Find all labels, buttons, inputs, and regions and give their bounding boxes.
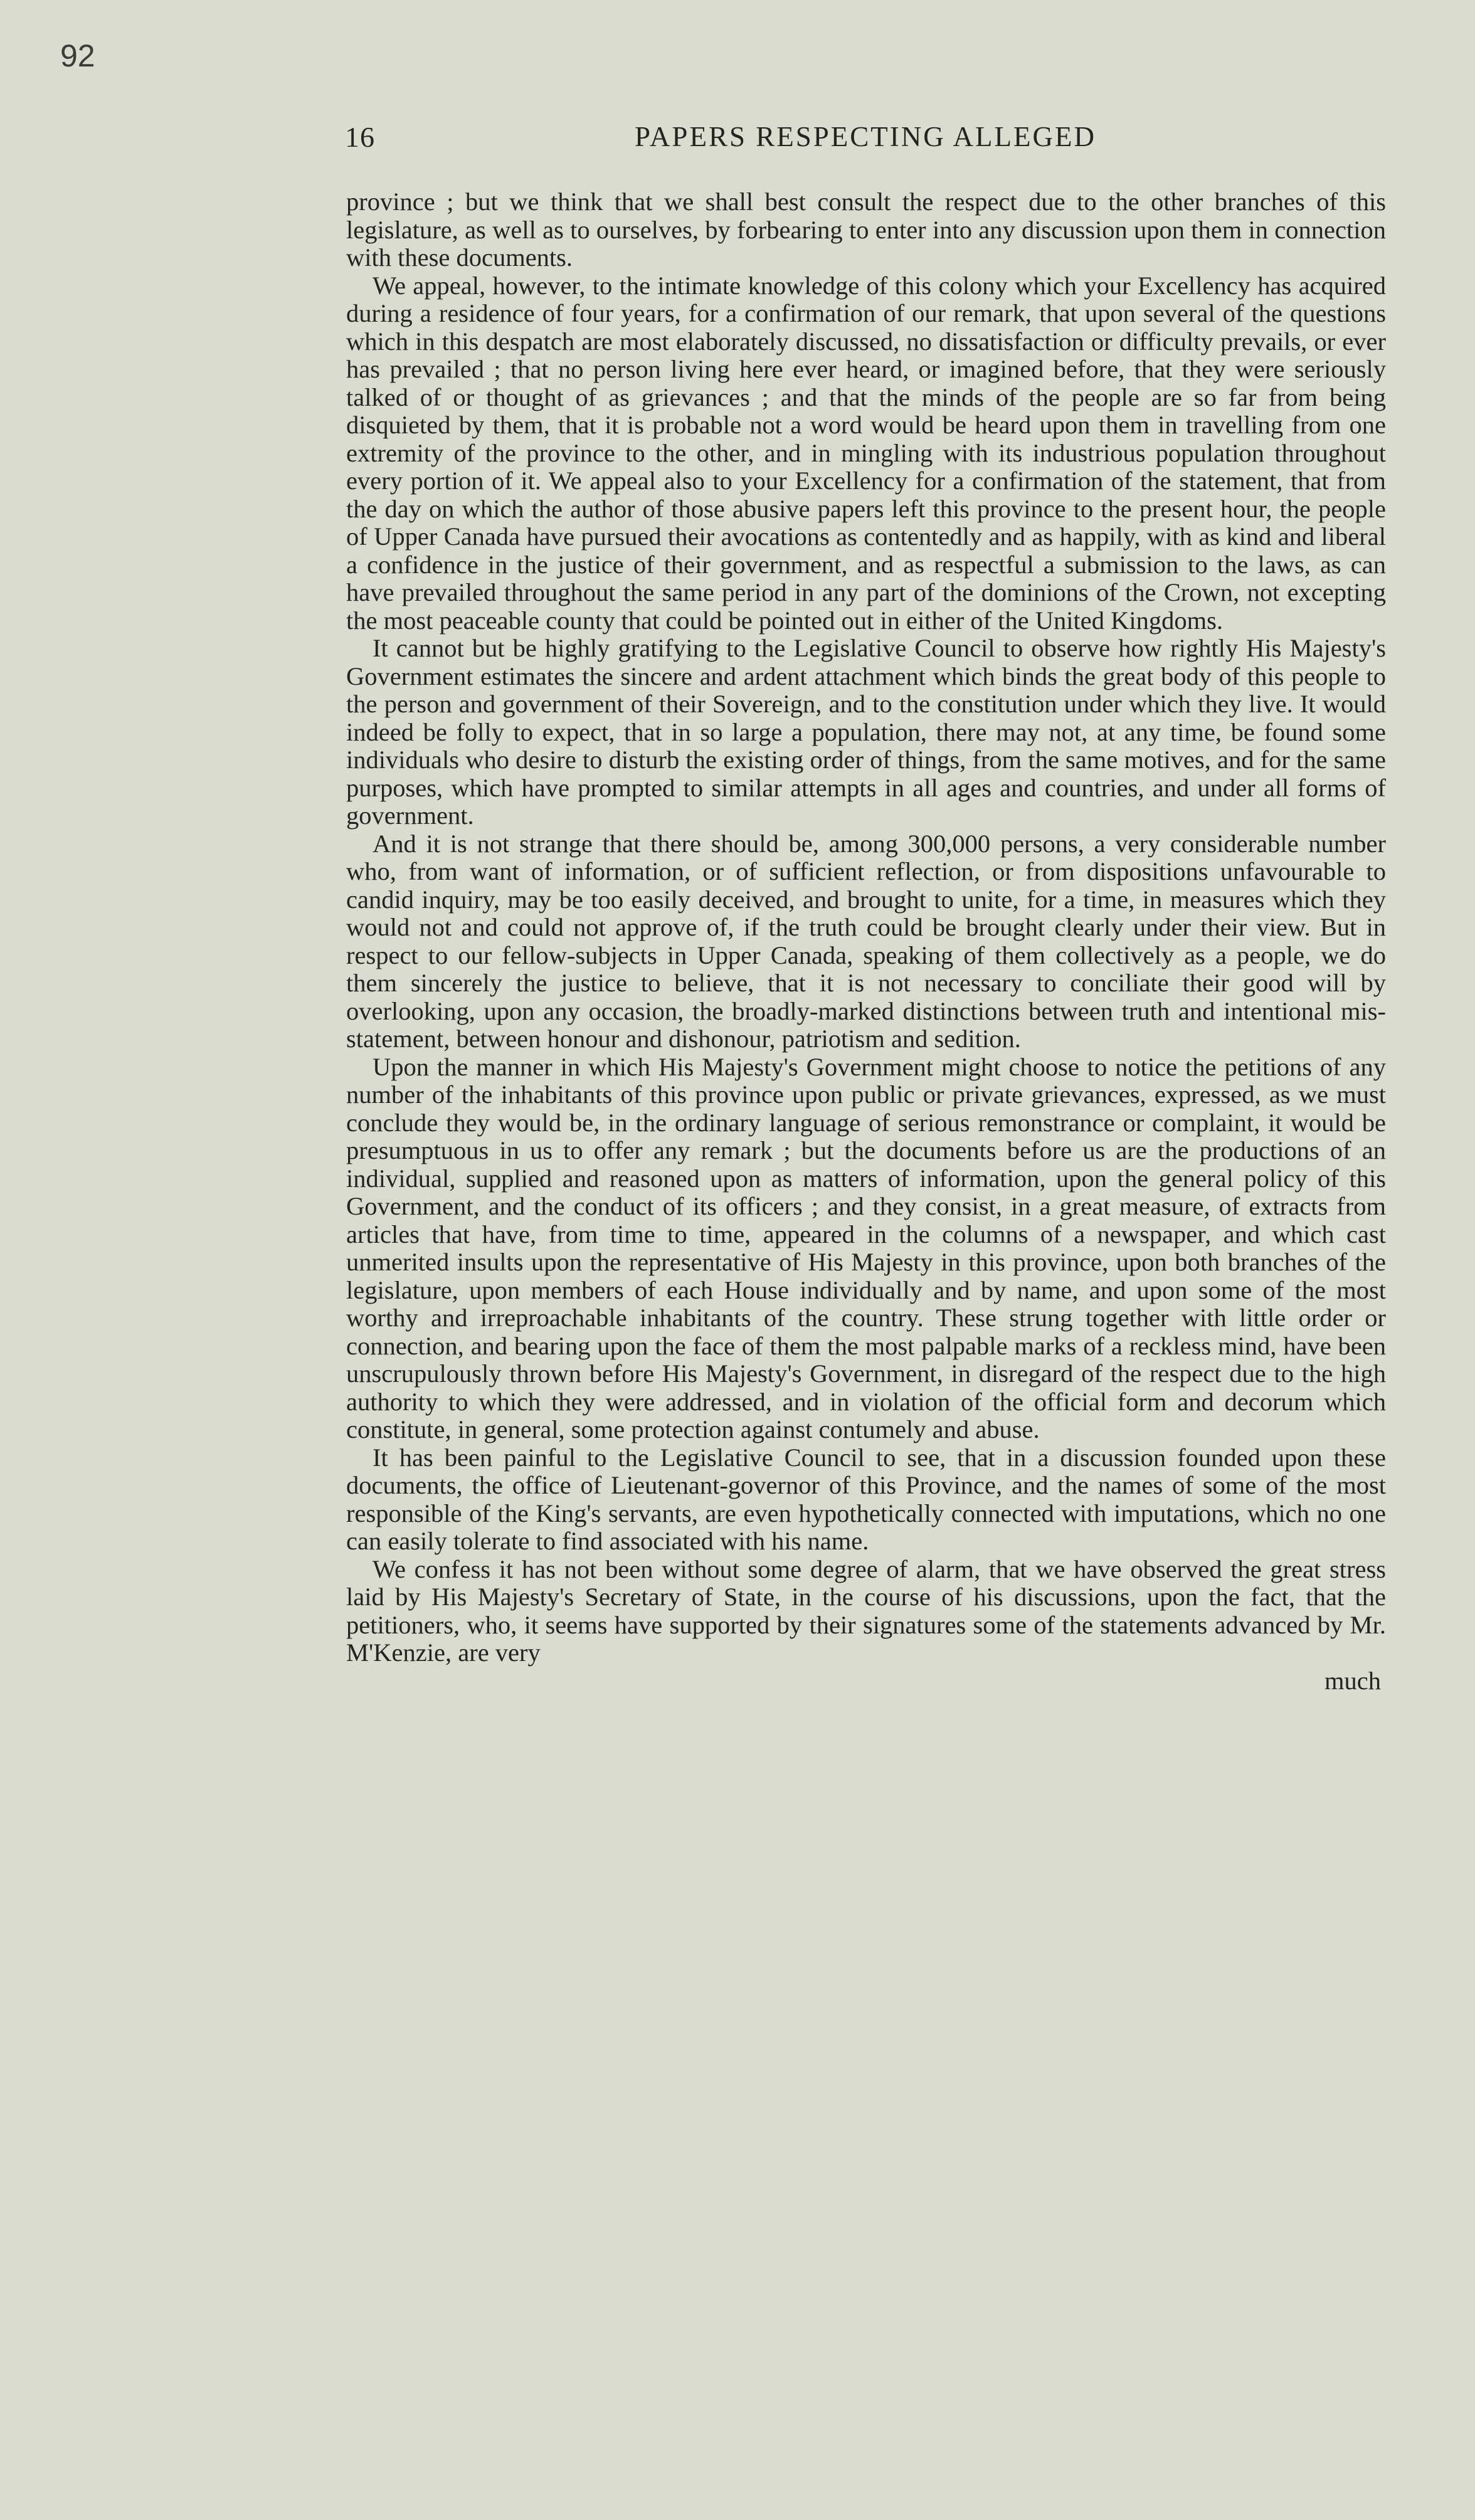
- page-header: [345, 120, 1386, 164]
- paragraph: We confess it has not been without some degree of alarm, that we have observed the great stress laid by His Majesty's Secretary of State, in the course of his discussions, upon the fact, that the petitioners, who, it seems have supported by their signatures some of the statements advanced by Mr. M'Kenzie, are very: [346, 1554, 1386, 1667]
- paragraph: It has been painful to the Legislative Council to see, that in a discussion founded upon these documents, the office of Lieutenant-governor of this Province, and the names of some of the most responsible of the King's servants, are even hypothetically connected with imputations, which no one can easily tolerate to find associated with his name.: [346, 1443, 1386, 1555]
- paragraph: Upon the manner in which His Majesty's Government might choose to notice the petitions of any number of the inhabitants of this province upon public or private grievances, expressed, as we must conclude they would be, in the ordinary language of serious remonstrance or complaint, it would be presumptuous in us to offer any remark ; but the documents before us are the productions of an individual, supplied and reasoned upon as matters of information, upon the general policy of this Government, and the conduct of its officers ; and they consist, in a great measure, of extracts from articles that have, from time to time, appeared in the columns of a newspaper, and which cast unmerited insults upon the representative of His Majesty in this province, upon both branches of the legislature, upon members of each House individually and by name, and upon some of the most worthy and irreproachable inhabitants of the country. These strung together with little order or connection, and bearing upon the face of them the most palpable marks of a reckless mind, have been unscrupulously thrown before His Majesty's Government, in disregard of the respect due to the high authority to which they were addressed, and in violation of the official form and decorum which constitute, in general, some protection against contumely and abuse.: [346, 1052, 1386, 1443]
- running-head: PAPERS RESPECTING ALLEGED: [635, 121, 1096, 152]
- body-text: [346, 188, 1386, 1695]
- catchword: much: [1324, 1666, 1381, 1695]
- scan-page-number: 92: [60, 38, 95, 73]
- paragraph: And it is not strange that there should be, among 300,000 persons, a very considerable number who, from want of information, or of sufficient reflection, or from dispositions unfavourable to candid inquiry, may be too easily deceived, and brought to unite, for a time, in measures which they would not and could not approve of, if the truth could be brought clearly under their view. But in respect to our fellow-subjects in Upper Canada, speaking of them collectively as a people, we do them sincerely the justice to believe, that it is not necessary to conciliate their good will by overlooking, upon any occasion, the broadly-marked distinctions between truth and intentional mis-statement, between honour and dishonour, patriotism and sedition.: [346, 829, 1386, 1053]
- paragraph-continuation: province ; but we think that we shall best consult the respect due to the other branches of this legislature, as well as to ourselves, by forbearing to enter into any discussion upon them in connection with these documents.: [346, 187, 1386, 272]
- paragraph: We appeal, however, to the intimate knowledge of this colony which your Excellency has acquired during a residence of four years, for a confirmation of our remark, that upon several of the questions which in this despatch are most elaborately discussed, no dissatisfaction or difficulty prevails, or ever has prevailed ; that no person living here ever heard, or imagined before, that they were seriously talked of or thought of as grievances ; and that the minds of the people are so far from being disquieted by them, that it is probable not a word would be heard upon them in travelling from one extremity of the province to the other, and in mingling with its industrious population throughout every portion of it. We appeal also to your Excellency for a confirmation of the statement, that from the day on which the author of those abusive papers left this province to the present hour, the people of Upper Canada have pursued their avocations as contentedly and as happily, with as kind and liberal a confidence in the justice of their government, and as respectful a submission to the laws, as can have prevailed throughout the same period in any part of the dominions of the Crown, not excepting the most peaceable county that could be pointed out in either of the United Kingdoms.: [346, 271, 1386, 635]
- paragraph: It cannot but be highly gratifying to the Legislative Council to observe how rightly His Majesty's Government estimates the sincere and ardent attachment which binds the great body of this people to the person and government of their Sovereign, and to the constitution under which they live. It would indeed be folly to expect, that in so large a population, there may not, at any time, be found some individuals who desire to disturb the existing order of things, from the same motives, and for the same purposes, which have prompted to similar attempts in all ages and countries, and under all forms of government.: [346, 634, 1386, 830]
- folio-number: 16: [345, 121, 375, 153]
